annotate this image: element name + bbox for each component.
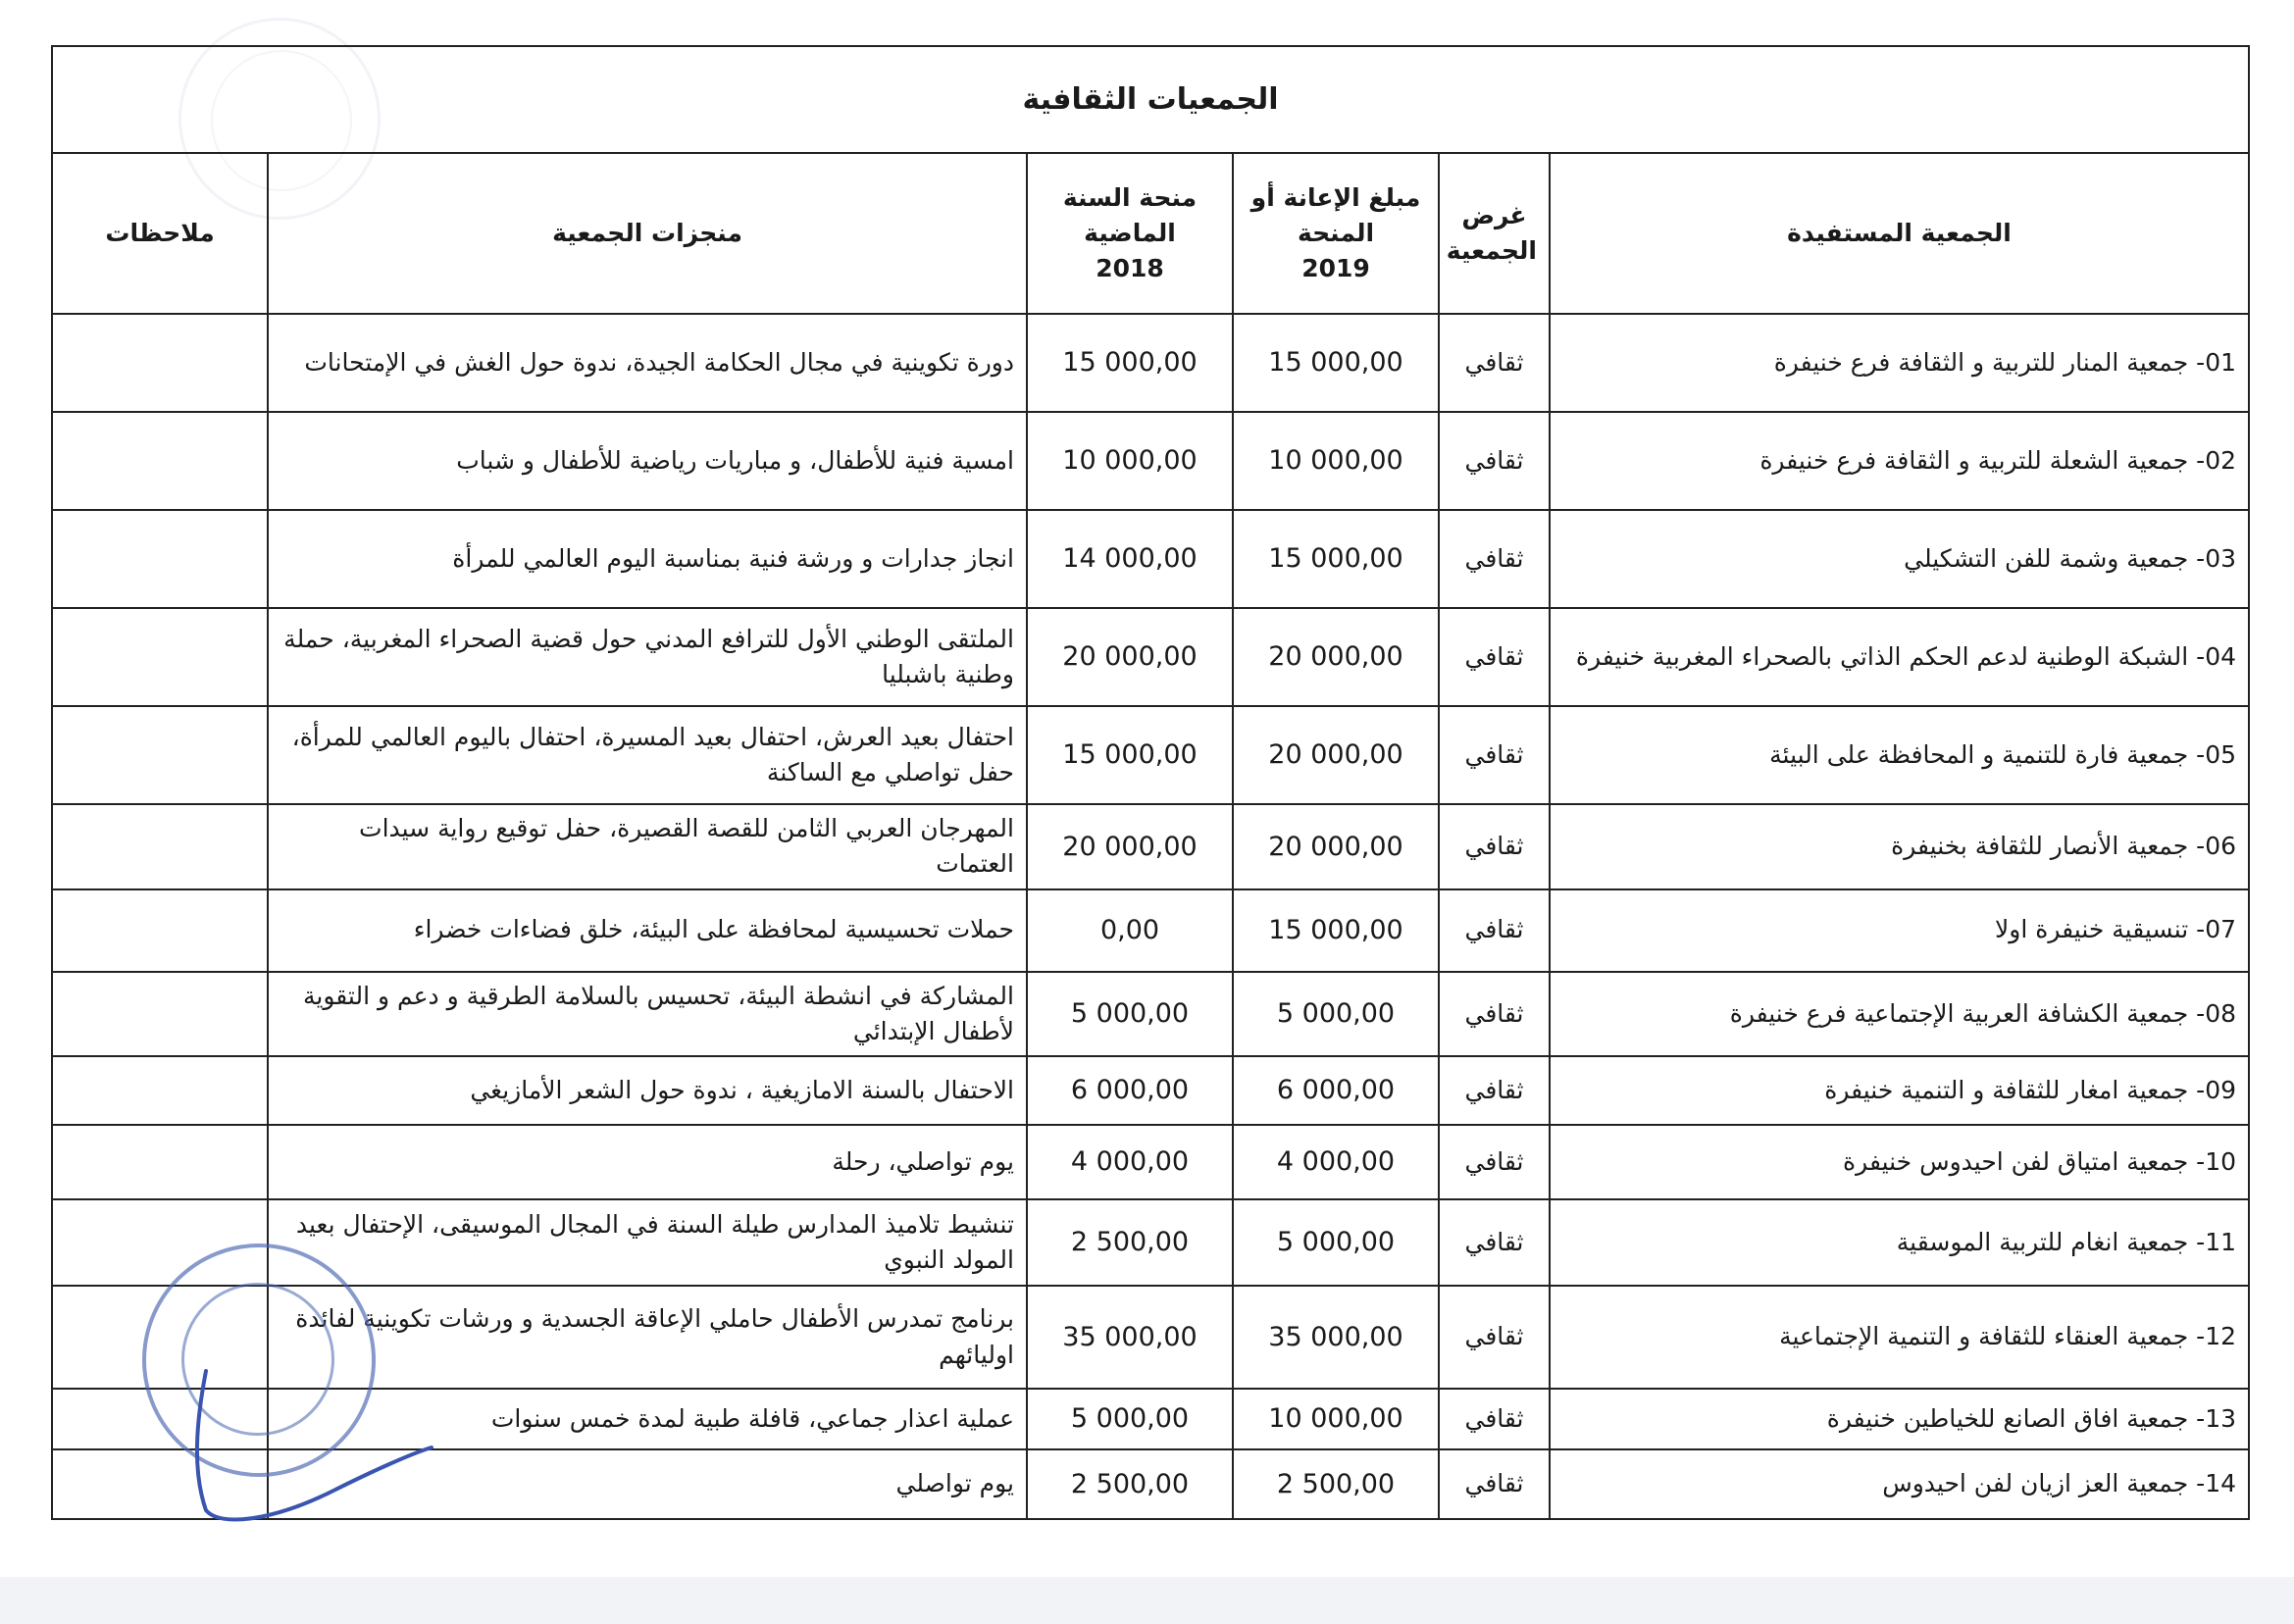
association-achievements: حملات تحسيسية لمحافظة على البيئة، خلق فضاءات خضراء — [268, 889, 1027, 972]
association-achievements: عملية اعذار جماعي، قافلة طبية لمدة خمس سنوات — [268, 1389, 1027, 1449]
grant-2018-amount: 4 000,00 — [1027, 1125, 1233, 1199]
table-row — [52, 608, 2249, 706]
header-grant-2019 — [1233, 153, 1439, 314]
association-purpose: ثقافي — [1439, 1056, 1550, 1125]
association-purpose: ثقافي — [1439, 1199, 1550, 1286]
association-notes — [52, 608, 268, 706]
header-achievements: منجزات الجمعية — [268, 153, 1027, 314]
association-notes — [52, 1125, 268, 1199]
grant-2018-amount: 35 000,00 — [1027, 1286, 1233, 1389]
association-name: 05- جمعية فارة للتنمية و المحافظة على البيئة — [1550, 706, 2249, 804]
association-achievements: المهرجان العربي الثامن للقصة القصيرة، حفل توقيع رواية سيدات العتمات — [268, 804, 1027, 889]
table-row — [52, 1056, 2249, 1125]
association-name: 06- جمعية الأنصار للثقافة بخنيفرة — [1550, 804, 2249, 889]
grant-2018-amount: 15 000,00 — [1027, 706, 1233, 804]
association-notes — [52, 314, 268, 412]
association-achievements: الاحتفال بالسنة الامازيغية ، ندوة حول الشعر الأمازيغي — [268, 1056, 1027, 1125]
grant-2019-amount: 20 000,00 — [1233, 608, 1439, 706]
association-name: 10- جمعية امتياق لفن احيدوس خنيفرة — [1550, 1125, 2249, 1199]
header-grant-2018-label: منحة السنة الماضية — [1062, 182, 1198, 247]
association-notes — [52, 804, 268, 889]
grant-2018-amount: 20 000,00 — [1027, 608, 1233, 706]
association-purpose: ثقافي — [1439, 706, 1550, 804]
page-bottom-edge — [0, 1577, 2294, 1624]
association-name: 09- جمعية امغار للثقافة و التنمية خنيفرة — [1550, 1056, 2249, 1125]
association-notes — [52, 1056, 268, 1125]
grant-2018-amount: 10 000,00 — [1027, 412, 1233, 510]
grant-2018-amount: 15 000,00 — [1027, 314, 1233, 412]
association-name: 08- جمعية الكشافة العربية الإجتماعية فرع خنيفرة — [1550, 972, 2249, 1057]
table-row — [52, 412, 2249, 510]
grant-2019-amount: 20 000,00 — [1233, 804, 1439, 889]
association-achievements: المشاركة في انشطة البيئة، تحسيس بالسلامة الطرقية و دعم و التقوية لأطفال الإبتدائي — [268, 972, 1027, 1057]
association-notes — [52, 706, 268, 804]
association-notes — [52, 412, 268, 510]
association-name: 11- جمعية انغام للتربية الموسقية — [1550, 1199, 2249, 1286]
table-row — [52, 804, 2249, 889]
grant-2018-amount: 2 500,00 — [1027, 1199, 1233, 1286]
association-purpose: ثقافي — [1439, 889, 1550, 972]
grant-2019-amount: 6 000,00 — [1233, 1056, 1439, 1125]
signature-icon — [186, 1363, 441, 1540]
association-achievements: يوم تواصلي — [268, 1449, 1027, 1519]
grant-2018-amount: 5 000,00 — [1027, 972, 1233, 1057]
header-purpose: غرض الجمعية — [1439, 153, 1550, 314]
association-name: 03- جمعية وشمة للفن التشكيلي — [1550, 510, 2249, 608]
association-purpose: ثقافي — [1439, 510, 1550, 608]
association-name: 01- جمعية المنار للتربية و الثقافة فرع خنيفرة — [1550, 314, 2249, 412]
grant-2019-amount: 10 000,00 — [1233, 1389, 1439, 1449]
table-row — [52, 1125, 2249, 1199]
grant-2019-amount: 35 000,00 — [1233, 1286, 1439, 1389]
table-title: الجمعيات الثقافية — [52, 46, 2249, 153]
header-notes: ملاحظات — [52, 153, 268, 314]
association-name: 13- جمعية افاق الصانع للخياطين خنيفرة — [1550, 1389, 2249, 1449]
table-row — [52, 706, 2249, 804]
association-purpose: ثقافي — [1439, 1389, 1550, 1449]
association-achievements: الملتقى الوطني الأول للترافع المدني حول قضية الصحراء المغربية، حملة وطنية باشبليا — [268, 608, 1027, 706]
grant-2018-amount: 6 000,00 — [1027, 1056, 1233, 1125]
grant-2019-amount: 15 000,00 — [1233, 889, 1439, 972]
table-row — [52, 510, 2249, 608]
grant-2018-amount: 20 000,00 — [1027, 804, 1233, 889]
grant-2019-amount: 2 500,00 — [1233, 1449, 1439, 1519]
association-purpose: ثقافي — [1439, 1125, 1550, 1199]
association-achievements: امسية فنية للأطفال، و مباريات رياضية للأطفال و شباب — [268, 412, 1027, 510]
table-row — [52, 889, 2249, 972]
title-row — [52, 46, 2249, 153]
association-purpose: ثقافي — [1439, 1286, 1550, 1389]
association-name: 04- الشبكة الوطنية لدعم الحكم الذاتي بالصحراء المغربية خنيفرة — [1550, 608, 2249, 706]
grant-2019-amount: 15 000,00 — [1233, 314, 1439, 412]
association-purpose: ثقافي — [1439, 972, 1550, 1057]
grant-2019-amount: 4 000,00 — [1233, 1125, 1439, 1199]
association-achievements: دورة تكوينية في مجال الحكامة الجيدة، ندوة حول الغش في الإمتحانات — [268, 314, 1027, 412]
association-notes — [52, 510, 268, 608]
association-name: 02- جمعية الشعلة للتربية و الثقافة فرع خنيفرة — [1550, 412, 2249, 510]
table-row — [52, 1199, 2249, 1286]
association-name: 07- تنسيقية خنيفرة اولا — [1550, 889, 2249, 972]
association-purpose: ثقافي — [1439, 412, 1550, 510]
header-grant-2018 — [1027, 153, 1233, 314]
table-row — [52, 314, 2249, 412]
table-row — [52, 972, 2249, 1057]
association-achievements: انجاز جدارات و ورشة فنية بمناسبة اليوم العالمي للمرأة — [268, 510, 1027, 608]
grant-2018-amount: 5 000,00 — [1027, 1389, 1233, 1449]
association-purpose: ثقافي — [1439, 314, 1550, 412]
association-purpose: ثقافي — [1439, 608, 1550, 706]
association-purpose: ثقافي — [1439, 1449, 1550, 1519]
association-name: 12- جمعية العنقاء للثقافة و التنمية الإجتماعية — [1550, 1286, 2249, 1389]
grant-2019-amount: 15 000,00 — [1233, 510, 1439, 608]
association-notes — [52, 972, 268, 1057]
association-notes — [52, 889, 268, 972]
grant-2018-amount: 14 000,00 — [1027, 510, 1233, 608]
association-achievements: احتفال بعيد العرش، احتفال بعيد المسيرة، احتفال باليوم العالمي للمرأة، حفل تواصلي مع الساكنة — [268, 706, 1027, 804]
association-achievements: برنامج تمدرس الأطفال حاملي الإعاقة الجسدية و ورشات تكوينية لفائدة اوليائهم — [268, 1286, 1027, 1389]
association-purpose: ثقافي — [1439, 804, 1550, 889]
header-grant-2018-year: 2018 — [1096, 254, 1164, 283]
header-association: الجمعية المستفيدة — [1550, 153, 2249, 314]
grant-2018-amount: 2 500,00 — [1027, 1449, 1233, 1519]
association-achievements: تنشيط تلاميذ المدارس طيلة السنة في المجال الموسيقى، الإحتفال بعيد المولد النبوي — [268, 1199, 1027, 1286]
grant-2019-amount: 10 000,00 — [1233, 412, 1439, 510]
table-body — [52, 314, 2249, 1519]
grant-2019-amount: 5 000,00 — [1233, 1199, 1439, 1286]
associations-table — [51, 45, 2250, 1520]
grant-2019-amount: 5 000,00 — [1233, 972, 1439, 1057]
association-name: 14- جمعية العز ازيان لفن احيدوس — [1550, 1449, 2249, 1519]
grant-2018-amount: 0,00 — [1027, 889, 1233, 972]
association-achievements: يوم تواصلي، رحلة — [268, 1125, 1027, 1199]
grant-2019-amount: 20 000,00 — [1233, 706, 1439, 804]
header-grant-2019-label: مبلغ الإعانة أو المنحة — [1250, 182, 1421, 247]
header-row — [52, 153, 2249, 314]
header-grant-2019-year: 2019 — [1301, 254, 1370, 283]
